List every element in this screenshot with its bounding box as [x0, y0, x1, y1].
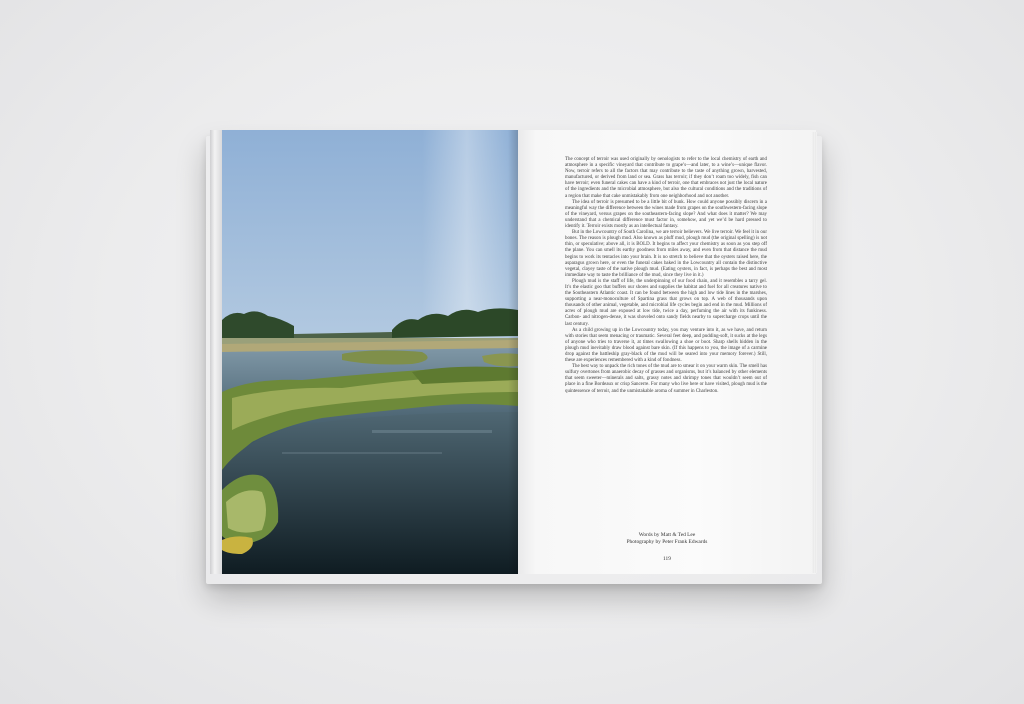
- article-paragraph: The idea of terroir is presumed to be a little bit of bunk. How could anyone possibly discern in a meaningful way the difference between the wines made from grapes on the southwestern-facing slope of the vineyard, versus grapes on the southeastern-facing slope? And what does it matter? We may understand that a chemical difference must factor in, somehow, and yet we’d be hard pressed to identify it. Terroir exists mostly as an intellectual fantasy.: [565, 199, 767, 230]
- article-paragraph: But in the Lowcountry of South Carolina, we are terroir believers. We live terroir. We feel it in our bones. The reason is plough mud. Also known as pluff mud, plough mud (the original spelling) is not thin, or speculative; above all, it is BOLD. It begins to affect your chemistry as soon as you step off the plane. You can smell its earthy goodness from miles away, and even from that distance the mud begins to work its tentacles into your brain. It is no stretch to believe that the oysters raised here, the asparagus grown here, or even the funeral cakes baked in the Lowcountry all contain the distinctive vegetal, clayey taste of the native plough mud. (Eating oysters, in fact, is perhaps the best and most immediate way to taste the brilliance of the mud, since they live in it.): [565, 230, 767, 278]
- page-stack-edge: [812, 132, 817, 573]
- page-number: 119: [663, 556, 671, 562]
- left-page-photo: [222, 130, 518, 574]
- marsh-landscape-photo: [222, 130, 518, 574]
- article-credits: [518, 532, 816, 546]
- article-paragraph: The concept of terroir was used originally by oenologists to refer to the local chemistry of earth and atmosphere in a specific vineyard that contribute to grape’s—and later, to a wine’s—unique flavor. Now, terroir refers to all the factors that may contribute to the taste of anything grown, harvested, manufactured, or derived from land or sea. Grass has terroir; if they don’t roam too widely, fish can have terroir; even funeral cakes can have a kind of terroir, one that embraces not just the local nature of the ingredients and the microbial atmosphere, but also the cultural conditions and the traditions of a region that make that cake unmistakably from one neighborhood and not another.: [565, 157, 767, 199]
- right-page: [518, 130, 816, 574]
- book-cover-edge: [210, 130, 222, 574]
- article-paragraph: Plough mud is the staff of life, the underpinning of our food chain, and it resembles a tarry gel. It’s the elastic goo that buffers our shores and supplies the habitat and fuel for all creatures native to the Southeastern Atlantic coast. It can be found between the high and low tide lines in the marshes, supporting a near-monoculture of Spartina grass that grows on top. A web of thousands upon thousands of other animal, vegetable, and microbial life cycles begin and end in the mud. Millions of acres of plough mud are exposed at low tide, twice a day, perfuming the air with its funkiness. Carbon- and nitrogen-dense, it was shoveled onto sandy fields nearby to supercharge crops until the last century.: [565, 278, 767, 327]
- photographer-credit: Photography by Peter Frank Edwards: [626, 539, 708, 545]
- article-paragraph: As a child growing up in the Lowcountry today, you may venture into it, as we have, and return with stories that seem menacing or traumatic. Several feet deep, and pudding-soft, it sucks at the legs of anyone who tries to traverse it, at times swallowing a shoe or boot. Sharp shells hidden in the plough mud inevitably draw blood against bare skin. (If this happens to you, the image of a carmine drop against the battleship gray-black of the mud will be seared into your memory forever.) Still, these are experiences remembered with a kind of fondness.: [565, 327, 767, 364]
- article-body: [565, 157, 767, 395]
- author-credit: Words by Matt & Ted Lee: [638, 532, 696, 538]
- article-paragraph: The best way to unpack the rich tones of the mud are to smear it on your warm skin. The smell has sulfury overtones from anaerobic decay of grasses and organisms, but it’s balanced by other elements that seem sweeter—minerals and salts, grassy notes and shrimpy tones that wouldn’t seem out of place in a fine Bordeaux or crisp Sancerre. For many who live here or have visited, plough mud is the quintessence of terroir, and the unmistakable aroma of summer in Charleston.: [565, 364, 767, 394]
